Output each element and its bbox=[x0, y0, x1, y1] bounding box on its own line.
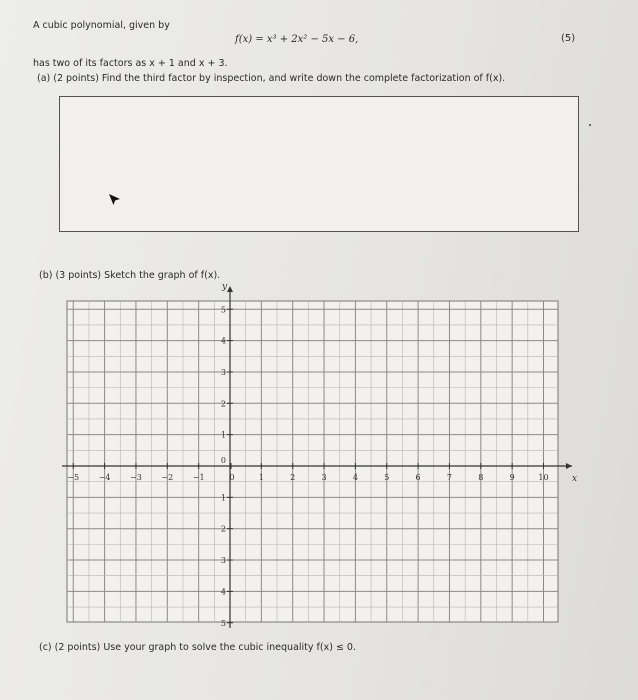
x-tick-label: 8 bbox=[478, 473, 484, 482]
y-tick-label: 4 bbox=[220, 587, 226, 597]
y-tick-label: 4 bbox=[220, 336, 226, 346]
polynomial-equation: f(x) = x³ + 2x² − 5x − 6, bbox=[235, 34, 359, 45]
x-tick-label: 6 bbox=[415, 473, 421, 482]
x-tick-label: 5 bbox=[384, 473, 390, 482]
x-axis-label: x bbox=[572, 474, 578, 484]
y-tick-label: 5 bbox=[220, 305, 226, 315]
x-tick-label: 4 bbox=[352, 473, 358, 482]
y-axis-label: y bbox=[222, 282, 228, 292]
marks-label: (5) bbox=[561, 33, 576, 44]
y-tick-label: 2 bbox=[220, 399, 226, 409]
origin-label: 0 bbox=[220, 456, 226, 465]
y-tick-label: 5 bbox=[220, 618, 226, 628]
factors-text: has two of its factors as x + 1 and x + 3. bbox=[33, 58, 228, 69]
y-tick-label: 1 bbox=[220, 430, 226, 440]
x-tick-label: 7 bbox=[446, 473, 452, 482]
y-tick-label: 3 bbox=[220, 367, 226, 377]
x-tick-label: −3 bbox=[130, 473, 142, 482]
intro-text: A cubic polynomial, given by bbox=[33, 20, 170, 31]
x-tick-label: 2 bbox=[290, 473, 296, 482]
y-axis-arrow-icon bbox=[227, 286, 233, 292]
x-tick-label: 10 bbox=[538, 473, 549, 482]
x-axis-arrow-icon bbox=[566, 463, 572, 469]
x-tick-label: 0 bbox=[229, 473, 235, 482]
grid-lines bbox=[67, 301, 558, 622]
part-a-question: (a) (2 points) Find the third factor by inspection, and write down the complete factorization of f(x). bbox=[37, 73, 506, 84]
x-tick-label: 3 bbox=[321, 473, 327, 482]
x-tick-label: −4 bbox=[98, 473, 111, 482]
x-tick-label: 9 bbox=[509, 473, 515, 482]
x-tick-label: −5 bbox=[67, 473, 80, 482]
part-b-question: (b) (3 points) Sketch the graph of f(x). bbox=[39, 270, 221, 281]
x-tick-label: −1 bbox=[192, 473, 205, 482]
y-tick-label: 1 bbox=[220, 493, 226, 503]
x-tick-label: 1 bbox=[258, 473, 264, 482]
part-c-question: (c) (2 points) Use your graph to solve the cubic inequality f(x) ≤ 0. bbox=[39, 642, 356, 653]
y-tick-label: 3 bbox=[220, 556, 226, 566]
x-tick-label: −2 bbox=[161, 473, 174, 482]
y-tick-label: 2 bbox=[220, 524, 226, 534]
grid-background bbox=[67, 301, 558, 622]
